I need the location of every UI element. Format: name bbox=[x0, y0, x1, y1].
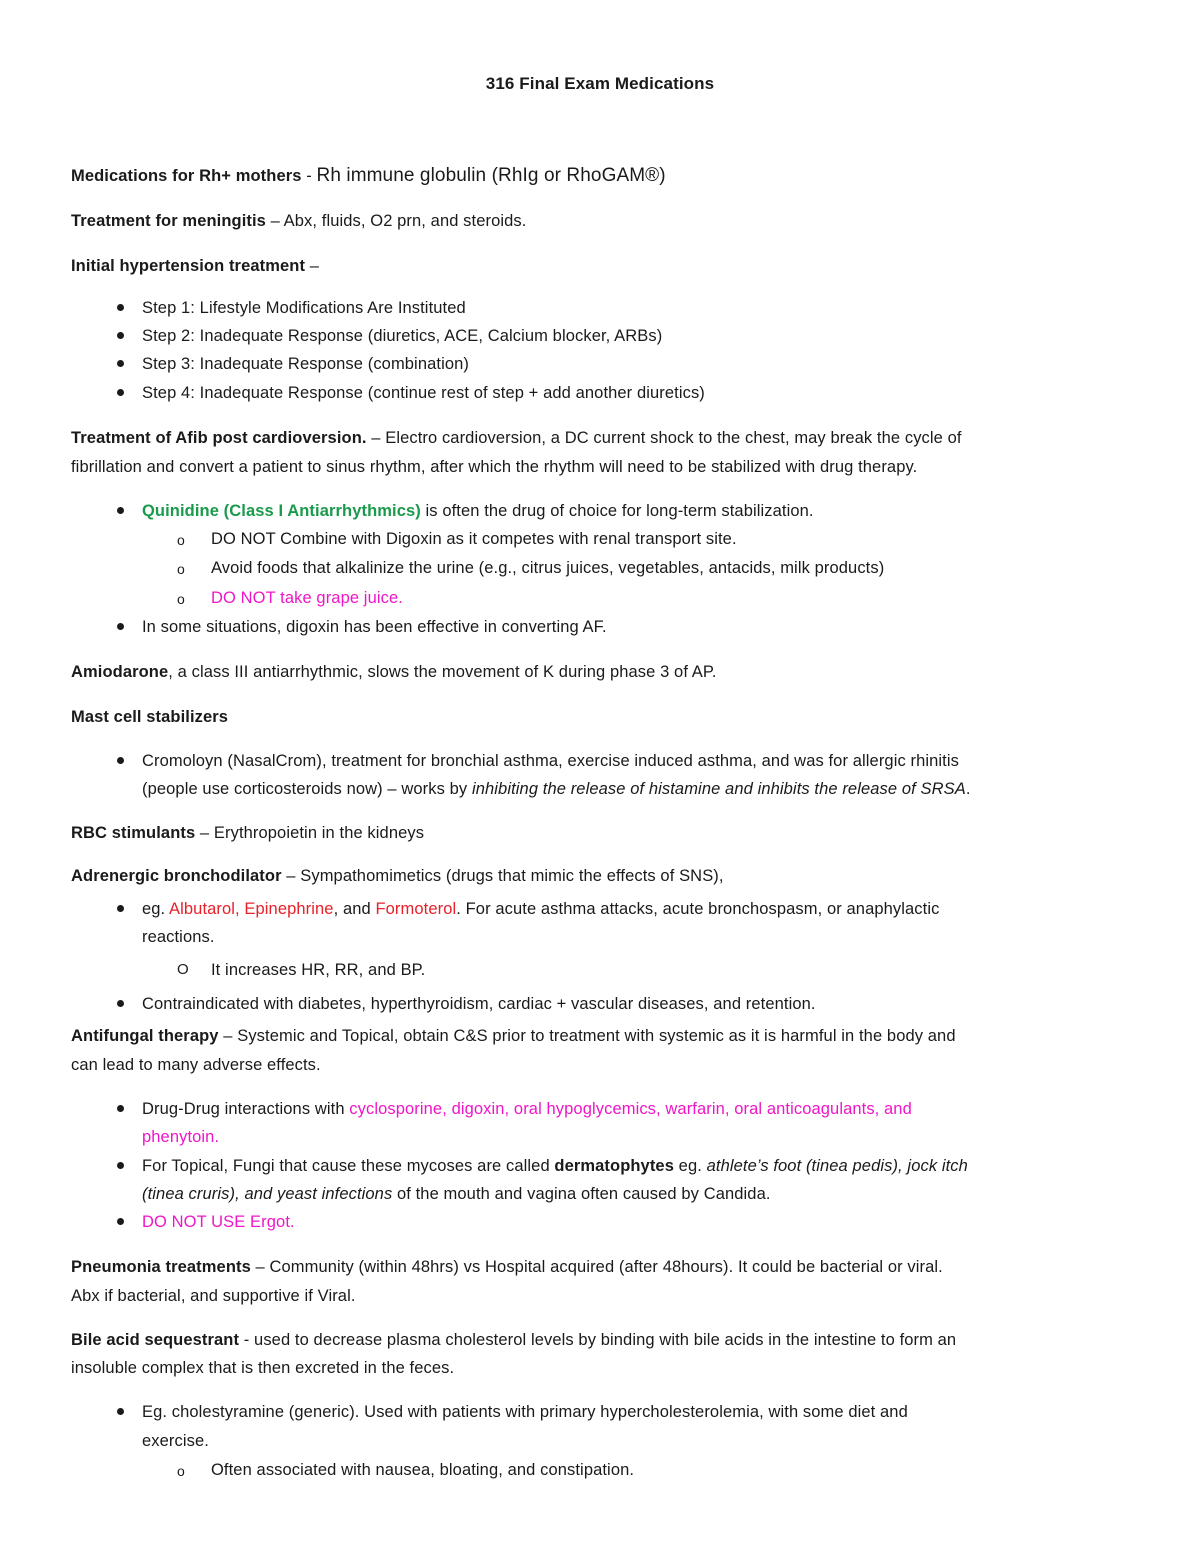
adrenergic-eg: eg. bbox=[142, 900, 170, 918]
adrenergic-rest: . For acute asthma attacks, acute bronchospasm, or anaphylactic bbox=[456, 900, 940, 918]
amiodarone-text: , a class III antiarrhythmic, slows the movement of K during phase 3 of AP. bbox=[168, 663, 717, 681]
meningitis-line bbox=[71, 211, 526, 231]
pneumonia-text-1: – Community (within 48hrs) vs Hospital acquired (after 48hours). It could be bacterial or viral. bbox=[250, 1258, 943, 1276]
adrenergic-text: – Sympathomimetics (drugs that mimic the effects of SNS), bbox=[281, 867, 724, 885]
antifungal-label: Antifungal therapy bbox=[71, 1027, 219, 1045]
antifungal-topical-1: For Topical, Fungi that cause these mycoses are called bbox=[142, 1157, 555, 1175]
antifungal-topical-i: athlete’s foot (tinea pedis), jock itch bbox=[706, 1157, 968, 1175]
mast-line-2b: inhibiting the release of histamine and inhibits the release of SRSA bbox=[471, 780, 966, 798]
antifungal-topical-2: eg. bbox=[674, 1157, 707, 1175]
adrenergic-line bbox=[71, 866, 724, 886]
quinidine-sub: DO NOT Combine with Digoxin as it competes with renal transport site. bbox=[211, 530, 737, 548]
antifungal-topical-i2: (tinea cruris), and yeast infections bbox=[142, 1185, 393, 1203]
rh-text: Rh immune globulin (RhIg or RhoGAM®) bbox=[316, 165, 666, 186]
antifungal-ddi-line bbox=[142, 1099, 912, 1119]
adrenergic-sub: It increases HR, RR, and BP. bbox=[211, 961, 426, 979]
adrenergic-drug-1: Albutarol, Epinephrine bbox=[169, 900, 334, 918]
afib-line-1 bbox=[71, 428, 962, 448]
hypertension-step: Step 2: Inadequate Response (diuretics, ACE, Calcium blocker, ARBs) bbox=[142, 327, 663, 345]
antifungal-ddi-drugs-2: phenytoin. bbox=[142, 1128, 220, 1146]
bullet-icon bbox=[117, 389, 124, 396]
hypertension-step: Step 3: Inadequate Response (combination) bbox=[142, 355, 469, 373]
hypertension-dash: – bbox=[305, 257, 320, 275]
rh-sep: - bbox=[301, 167, 317, 185]
digoxin-line: In some situations, digoxin has been effective in converting AF. bbox=[142, 618, 607, 636]
quinidine-sub-warning: DO NOT take grape juice. bbox=[211, 589, 403, 607]
pneumonia-line-1 bbox=[71, 1257, 943, 1277]
adrenergic-contra: Contraindicated with diabetes, hyperthyroidism, cardiac + vascular diseases, and retention. bbox=[142, 995, 816, 1013]
antifungal-ddi: Drug-Drug interactions with bbox=[142, 1100, 350, 1118]
hypertension-step: Step 1: Lifestyle Modifications Are Instituted bbox=[142, 299, 466, 317]
bullet-icon bbox=[117, 1105, 124, 1112]
adrenergic-rest-2: reactions. bbox=[142, 928, 215, 946]
bile-line-2: insoluble complex that is then excreted in the feces. bbox=[71, 1359, 455, 1377]
bullet-icon bbox=[117, 905, 124, 912]
document-title: 316 Final Exam Medications bbox=[485, 74, 715, 93]
bullet-icon bbox=[117, 757, 124, 764]
bullet-icon bbox=[117, 1218, 124, 1225]
hollow-bullet-icon: o bbox=[177, 1463, 185, 1479]
hollow-bullet-icon: o bbox=[177, 591, 185, 607]
quinidine-rest: is often the drug of choice for long-term stabilization. bbox=[420, 502, 814, 520]
adrenergic-and: , and bbox=[333, 900, 376, 918]
antifungal-line-2: can lead to many adverse effects. bbox=[71, 1056, 321, 1074]
bullet-icon bbox=[117, 304, 124, 311]
bile-line-1 bbox=[71, 1330, 956, 1350]
hollow-bullet-icon: o bbox=[177, 532, 185, 548]
circle-bullet-icon: O bbox=[177, 961, 189, 978]
mast-line-2 bbox=[142, 779, 971, 799]
antifungal-ergot: DO NOT USE Ergot. bbox=[142, 1213, 295, 1231]
adrenergic-drug-2: Formoterol bbox=[375, 900, 457, 918]
rbc-text: – Erythropoietin in the kidneys bbox=[195, 824, 425, 842]
rbc-label: RBC stimulants bbox=[71, 824, 196, 842]
pneumonia-line-2: Abx if bacterial, and supportive if Viral. bbox=[71, 1287, 356, 1305]
bile-eg-2: exercise. bbox=[142, 1432, 209, 1450]
bullet-icon bbox=[117, 623, 124, 630]
mast-line-1: Cromoloyn (NasalCrom), treatment for bronchial asthma, exercise induced asthma, and was for allergic rhinitis bbox=[142, 752, 959, 770]
adrenergic-eg-line bbox=[142, 899, 939, 919]
antifungal-topical-line-2 bbox=[142, 1184, 771, 1204]
mast-line-2a: (people use corticosteroids now) – works by bbox=[142, 780, 472, 798]
bullet-icon bbox=[117, 332, 124, 339]
antifungal-text-1: – Systemic and Topical, obtain C&S prior to treatment with systemic as it is harmful in the body and bbox=[218, 1027, 956, 1045]
afib-line-2: fibrillation and convert a patient to sinus rhythm, after which the rhythm will need to be stabilized with drug therapy. bbox=[71, 458, 918, 476]
hypertension-step: Step 4: Inadequate Response (continue rest of step + add another diuretics) bbox=[142, 384, 705, 402]
afib-text-1: – Electro cardioversion, a DC current shock to the chest, may break the cycle of bbox=[366, 429, 962, 447]
antifungal-derm: dermatophytes bbox=[554, 1157, 674, 1175]
mast-line-2c: . bbox=[965, 780, 971, 798]
bullet-icon bbox=[117, 360, 124, 367]
amiodarone-label: Amiodarone bbox=[71, 663, 169, 681]
mast-label: Mast cell stabilizers bbox=[71, 708, 229, 726]
antifungal-ddi-drugs: cyclosporine, digoxin, oral hypoglycemics, warfarin, oral anticoagulants, and bbox=[349, 1100, 912, 1118]
bullet-icon bbox=[117, 507, 124, 514]
amiodarone-line bbox=[71, 662, 717, 682]
bullet-icon bbox=[117, 1408, 124, 1415]
bile-label: Bile acid sequestrant bbox=[71, 1331, 240, 1349]
bile-sub: Often associated with nausea, bloating, and constipation. bbox=[211, 1461, 635, 1479]
rbc-line bbox=[71, 823, 424, 843]
bile-text-1: - used to decrease plasma cholesterol levels by binding with bile acids in the intestine to form an bbox=[239, 1331, 957, 1349]
bullet-icon bbox=[117, 1162, 124, 1169]
meningitis-label: Treatment for meningitis bbox=[71, 212, 266, 230]
bullet-icon bbox=[117, 1000, 124, 1007]
meningitis-text: – Abx, fluids, O2 prn, and steroids. bbox=[265, 212, 527, 230]
rh-line bbox=[71, 166, 666, 186]
antifungal-topical-line-1 bbox=[142, 1156, 968, 1176]
antifungal-topical-3: of the mouth and vagina often caused by Candida. bbox=[392, 1185, 771, 1203]
rh-label: Medications for Rh+ mothers bbox=[71, 167, 302, 185]
pneumonia-label: Pneumonia treatments bbox=[71, 1258, 251, 1276]
antifungal-line-1 bbox=[71, 1026, 956, 1046]
hypertension-line bbox=[71, 256, 319, 276]
adrenergic-label: Adrenergic bronchodilator bbox=[71, 867, 282, 885]
quinidine-line bbox=[142, 501, 814, 521]
quinidine-drug: Quinidine (Class I Antiarrhythmics) bbox=[142, 502, 421, 520]
bile-eg-1: Eg. cholestyramine (generic). Used with patients with primary hypercholesterolemia, with some diet and bbox=[142, 1403, 908, 1421]
quinidine-sub: Avoid foods that alkalinize the urine (e.g., citrus juices, vegetables, antacids, milk products) bbox=[211, 559, 885, 577]
hollow-bullet-icon: o bbox=[177, 561, 185, 577]
hypertension-label: Initial hypertension treatment bbox=[71, 257, 306, 275]
afib-label: Treatment of Afib post cardioversion. bbox=[71, 429, 367, 447]
